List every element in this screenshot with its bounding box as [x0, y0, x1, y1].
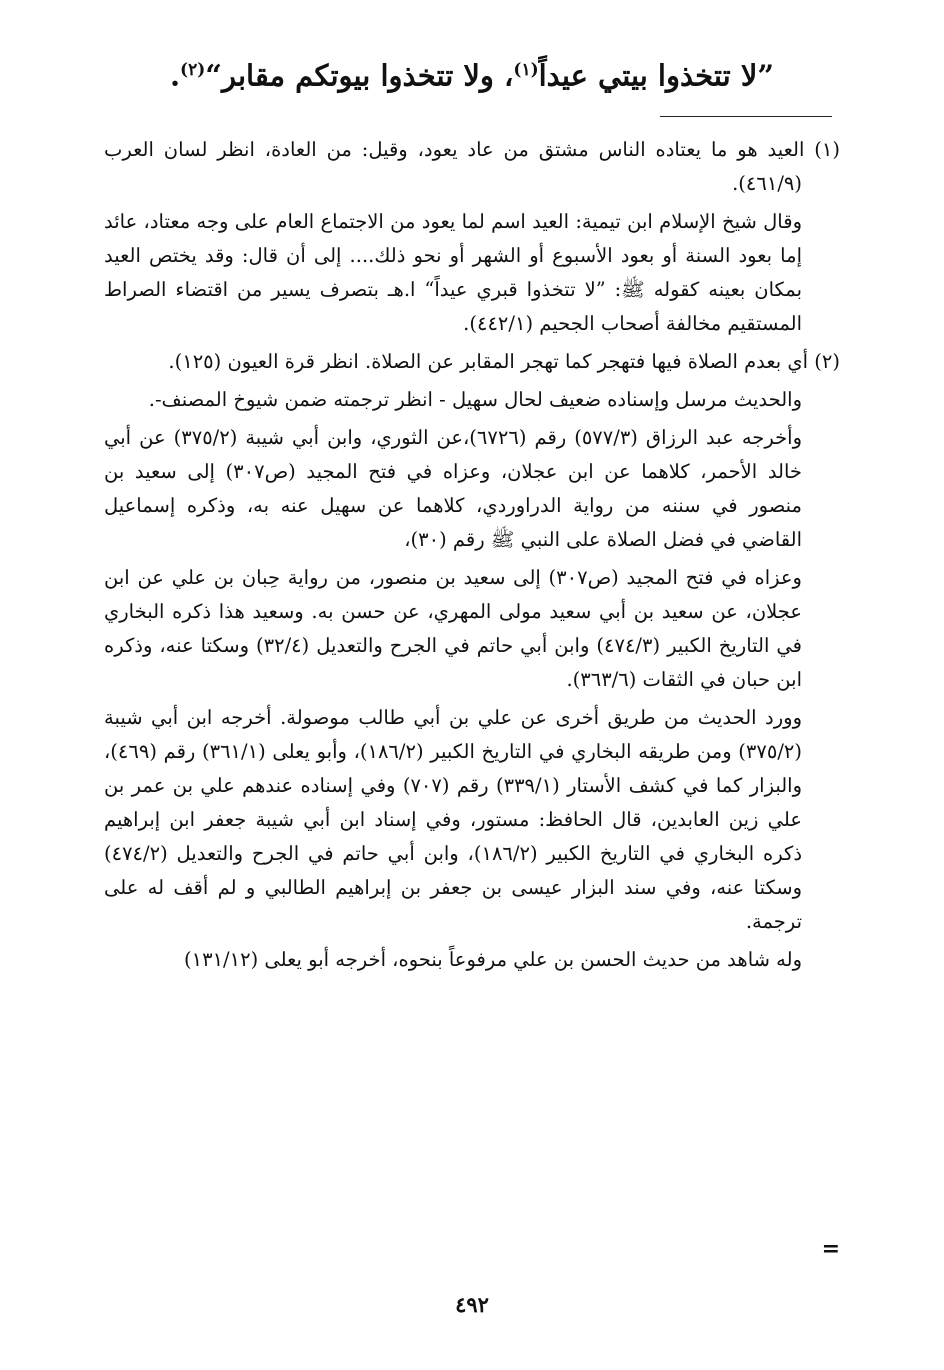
footnote-ref-2[interactable]: (٢) [180, 60, 206, 80]
continuation-mark: = [821, 1236, 840, 1262]
footnote-2-paragraph: والحديث مرسل وإسناده ضعيف لحال سهيل - انظر ترجمته ضمن شيوخ المصنف-. [148, 388, 802, 411]
footnote-1: (١) العيد هو ما يعتاده الناس مشتق من عاد يعود، وقيل: من العادة، انظر لسان العرب (٤٦١/٩). [104, 138, 840, 195]
footnotes [104, 133, 840, 981]
footnote-2-paragraph: وله شاهد من حديث الحسن بن علي مرفوعاً بنحوه، أخرجه أبو يعلى (١٣١/١٢) [184, 948, 802, 971]
heading-part-2: ، ولا تتخذوا بيوتكم مقابر“ [205, 58, 514, 93]
footnote-2-paragraph: وعزاه في فتح المجيد (ص٣٠٧) إلى سعيد بن منصور، من رواية حِبان بن علي عن ابن عجلان، عن سعيد بن أبي سعيد مولى المهري، عن حسن به. وسعيد هذا ذكره البخاري في التاريخ الكبير (٤٧٤/٣) وابن أبي حاتم في الجرح والتعديل (٣٢/٤) وسكتا عنه، وذكره ابن حبان في الثقات (٣٦٣/٦). [104, 566, 802, 691]
hadith-heading [90, 48, 854, 98]
heading-end: . [169, 58, 181, 93]
footnote-1-paragraph: وقال شيخ الإسلام ابن تيمية: العيد اسم لما يعود من الاجتماع العام على وجه معتاد، عائد إما بعود السنة أو بعود الأسبوع أو الشهر أو نحو ذلك.... إلى أن قال: وقد يختص العيد بمكان بعينه كقوله ﷺ: ”لا تتخذوا قبري عيداً“ ا.هـ بتصرف يسير من اقتضاء الصراط المستقيم مخالفة أصحاب الجحيم (٤٤٢/١). [104, 210, 802, 335]
footnote-2-paragraph: وورد الحديث من طريق أخرى عن علي بن أبي طالب موصولة. أخرجه ابن أبي شيبة (٣٧٥/٢) ومن طريقه البخاري في التاريخ الكبير (١٨٦/٢)، وأبو يعلى (٣٦١/١) رقم (٤٦٩)، والبزار كما في كشف الأستار (٣٣٩/١) رقم (٧٠٧) وفي إسناده عندهم علي بن عمر بن علي زين العابدين، قال الحافظ: مستور، وفي إسناد ابن أبي شيبة جعفر ابن إبراهيم ذكره البخاري في التاريخ الكبير (١٨٦/٢)، وابن أبي حاتم في الجرح والتعديل (٤٧٤/٢) وسكتا عنه، وفي سند البزار عيسى بن جعفر بن إبراهيم الطالبي و لم أقف له على ترجمة. [104, 706, 803, 933]
page-number: ٤٩٢ [455, 1292, 489, 1317]
footnote-separator [660, 116, 832, 117]
heading-part-1: ”لا تتخذوا بيتي عيداً [538, 58, 775, 93]
footnote-2-paragraph: وأخرجه عبد الرزاق (٥٧٧/٣) رقم (٦٧٢٦)،عن الثوري، وابن أبي شيبة (٣٧٥/٢) عن أبي خالد الأحمر، كلاهما عن ابن عجلان، وعزاه في فتح المجيد (ص٣٠٧) إلى سعيد بن منصور في سننه من رواية الدراوردي، كلاهما عن سهيل عنه به، وذكره إسماعيل القاضي في فضل الصلاة على النبي ﷺ رقم (٣٠)، [104, 426, 802, 551]
footnote-ref-1[interactable]: (١) [513, 60, 539, 80]
footnote-2: (٢) أي بعدم الصلاة فيها فتهجر كما تهجر المقابر عن الصلاة. انظر قرة العيون (١٢٥). [168, 350, 840, 373]
